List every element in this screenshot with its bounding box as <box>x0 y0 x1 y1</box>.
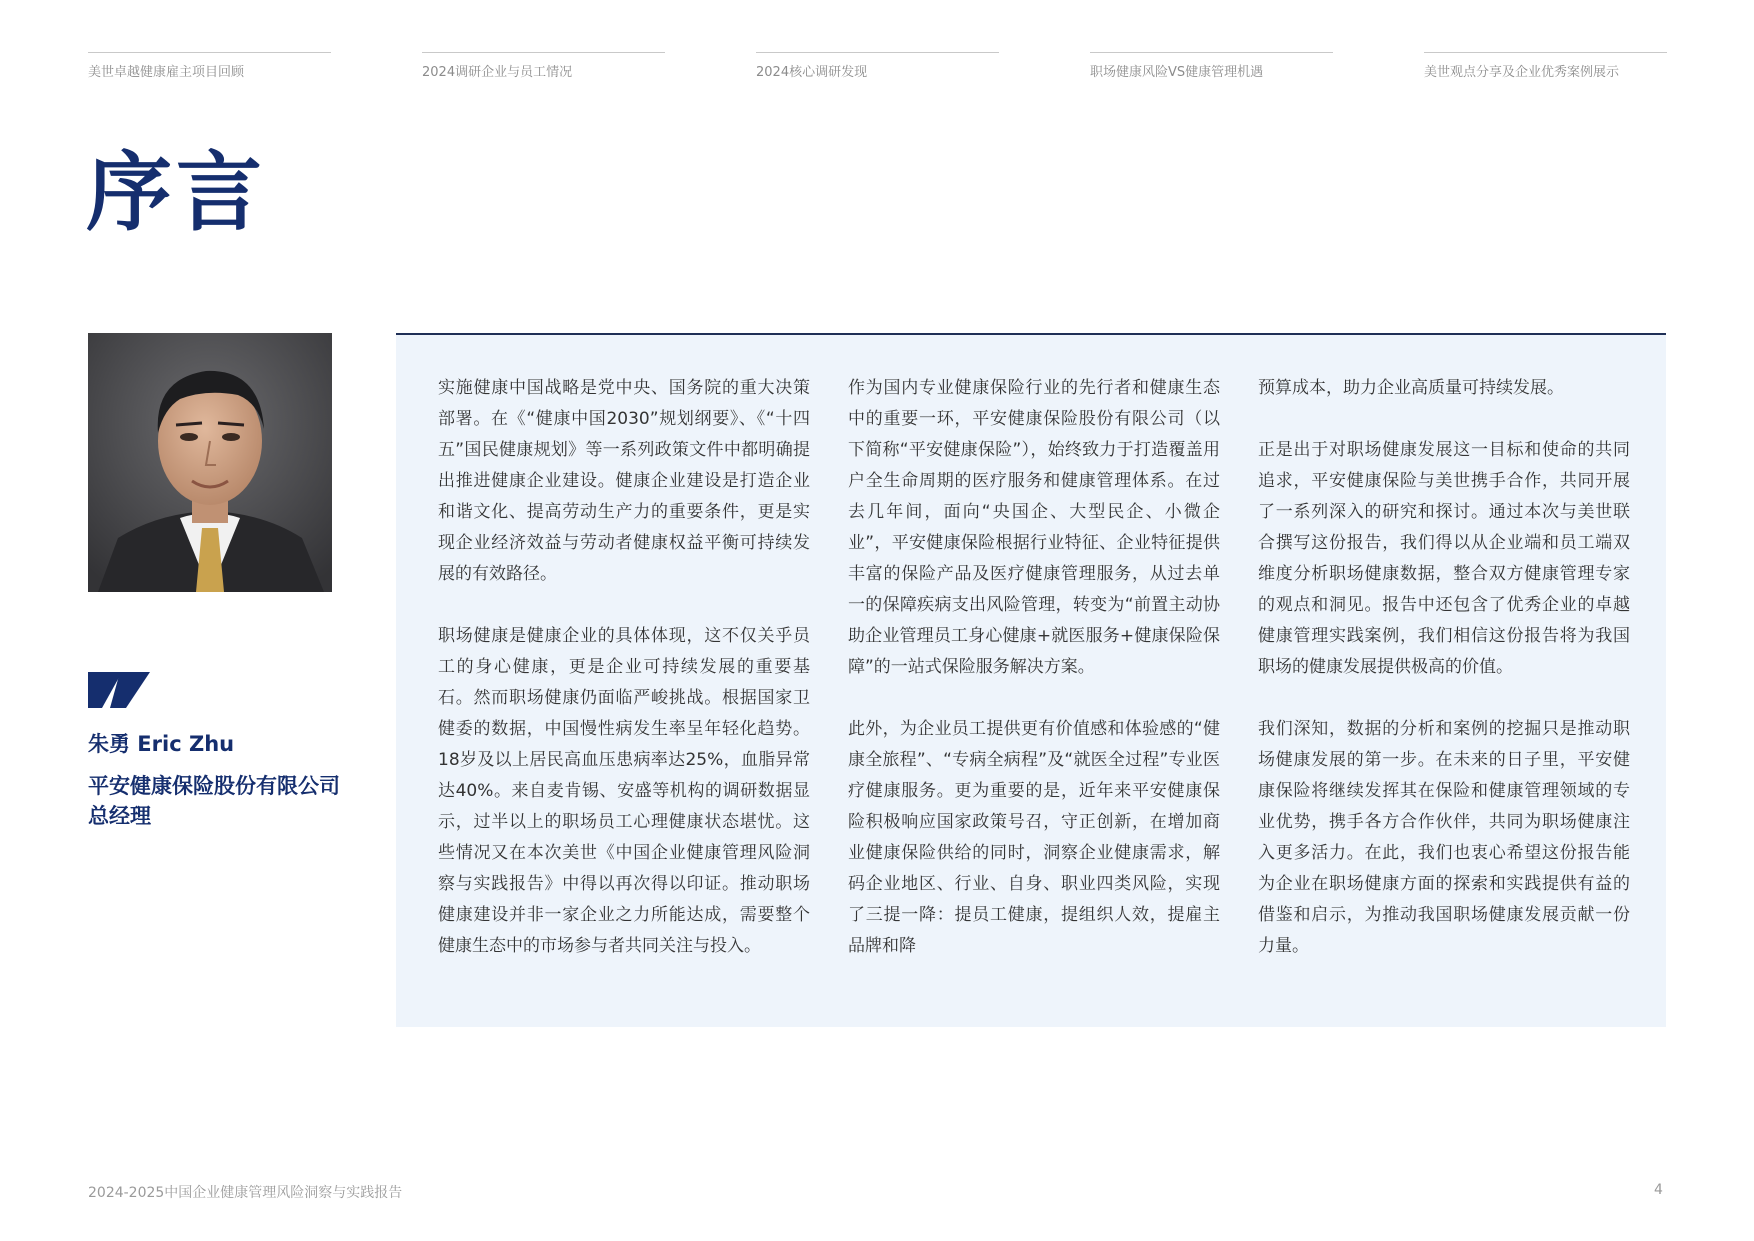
portrait-image <box>88 333 332 592</box>
page-number: 4 <box>1654 1182 1663 1198</box>
section-nav <box>88 52 1666 82</box>
text-column-1 <box>438 373 810 993</box>
footer-report-title: 2024-2025中国企业健康管理风险洞察与实践报告 <box>88 1185 403 1201</box>
nav-item-survey-companies[interactable]: 2024调研企业与员工情况 <box>422 52 665 80</box>
paragraph: 预算成本，助力企业高质量可持续发展。 <box>1258 378 1564 398</box>
quote-mark-icon <box>88 672 150 708</box>
paragraph: 作为国内专业健康保险行业的先行者和健康生态中的重要一环，平安健康保险股份有限公司（以下简称“平安健康保险”），始终致力于打造覆盖用户全生命周期的医疗服务和健康管理体系。在过去几年间，面向“央国企、大型民企、小微企业”，平安健康保险根据行业特征、企业特征提供丰富的保险产品及医疗健康管理服务，从过去单一的保障疾病支出风险管理，转变为“前置主动协助企业管理员工身心健康+就医服务+健康保险保障”的一站式保险服务解决方案。 <box>848 378 1220 677</box>
preface-content-panel <box>396 333 1666 1027</box>
nav-item-program-review[interactable]: 美世卓越健康雇主项目回顾 <box>88 52 331 80</box>
page-title: 序言 <box>86 143 266 243</box>
paragraph: 正是出于对职场健康发展这一目标和使命的共同追求，平安健康保险与美世携手合作，共同开展了一系列深入的研究和探讨。通过本次与美世联合撰写这份报告，我们得以从企业端和员工端双维度分析职场健康数据，整合双方健康管理专家的观点和洞见。报告中还包含了优秀企业的卓越健康管理实践案例，我们相信这份报告将为我国职场的健康发展提供极高的价值。 <box>1258 440 1630 677</box>
nav-item-risks-opportunities[interactable]: 职场健康风险VS健康管理机遇 <box>1090 52 1333 80</box>
paragraph: 实施健康中国战略是党中央、国务院的重大决策部署。在《“健康中国2030”规划纲要》、《“十四五”国民健康规划》等一系列政策文件中都明确提出推进健康企业建设。健康企业建设是打造企业和谐文化、提高劳动生产力的重要条件，更是实现企业经济效益与劳动者健康权益平衡可持续发展的有效路径。 <box>438 378 810 584</box>
paragraph: 此外，为企业员工提供更有价值感和体验感的“健康全旅程”、“专病全病程”及“就医全过程”专业医疗健康服务。更为重要的是，近年来平安健康保险积极响应国家政策号召，守正创新，在增加商业健康保险供给的同时，洞察企业健康需求，解码企业地区、行业、自身、职业四类风险，实现了三提一降：提员工健康，提组织人效，提雇主品牌和降 <box>848 719 1220 956</box>
author-company: 平安健康保险股份有限公司 <box>88 774 340 798</box>
author-portrait <box>88 333 332 592</box>
author-name: 朱勇 Eric Zhu <box>88 732 235 756</box>
nav-item-case-studies[interactable]: 美世观点分享及企业优秀案例展示 <box>1424 52 1667 80</box>
paragraph: 职场健康是健康企业的具体体现，这不仅关乎员工的身心健康，更是企业可持续发展的重要基石。然而职场健康仍面临严峻挑战。根据国家卫健委的数据，中国慢性病发生率呈年轻化趋势。18岁及以上居民高血压患病率达25%，血脂异常达40%。来自麦肯锡、安盛等机构的调研数据显示，过半以上的职场员工心理健康状态堪忧。这些情况又在本次美世《中国企业健康管理风险洞察与实践报告》中得以再次得以印证。推动职场健康建设并非一家企业之力所能达成，需要整个健康生态中的市场参与者共同关注与投入。 <box>438 626 810 956</box>
text-column-3 <box>1258 373 1630 993</box>
nav-item-core-findings[interactable]: 2024核心调研发现 <box>756 52 999 80</box>
text-column-2 <box>848 373 1220 993</box>
paragraph: 我们深知，数据的分析和案例的挖掘只是推动职场健康发展的第一步。在未来的日子里，平安健康保险将继续发挥其在保险和健康管理领域的专业优势，携手各方合作伙伴，共同为职场健康注入更多活力。在此，我们也衷心希望这份报告能为企业在职场健康方面的探索和实践提供有益的借鉴和启示，为推动我国职场健康发展贡献一份力量。 <box>1258 719 1630 956</box>
author-role: 总经理 <box>88 804 151 828</box>
